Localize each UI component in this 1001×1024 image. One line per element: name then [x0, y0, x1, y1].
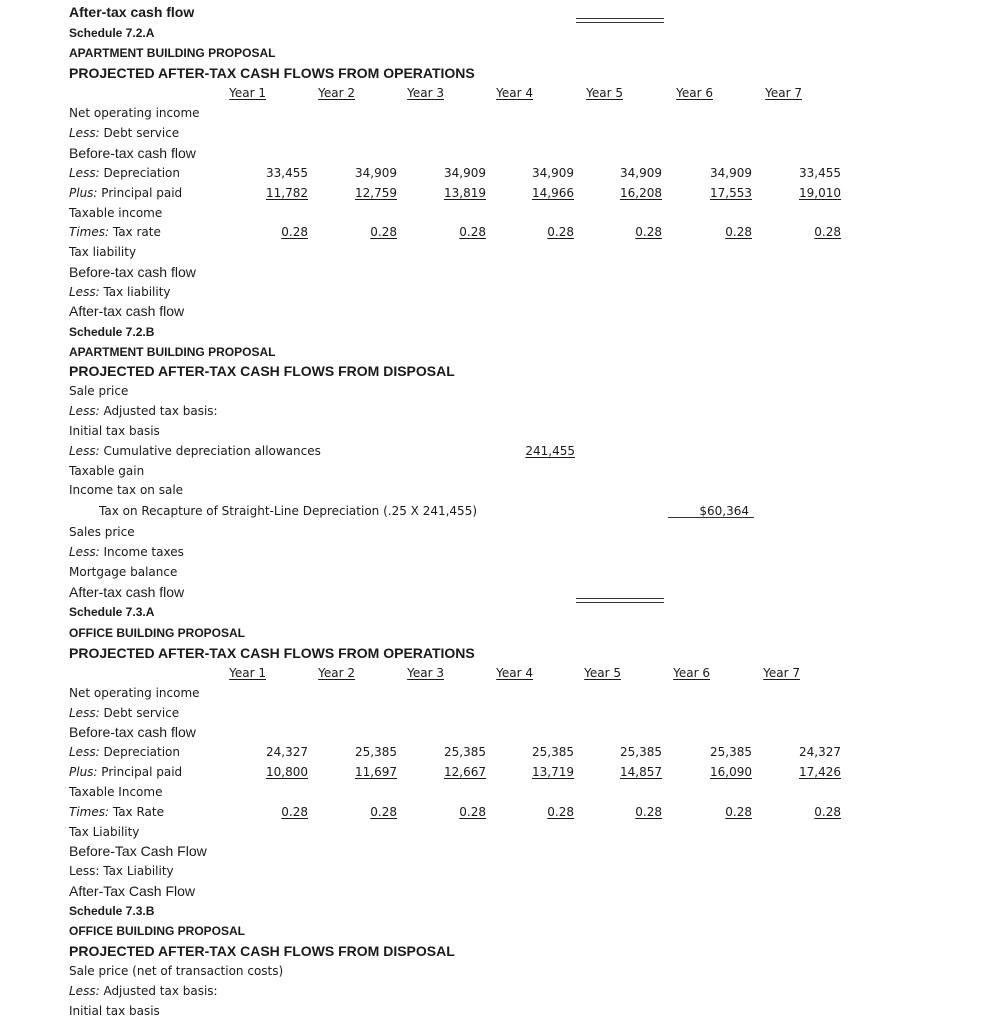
schedule-number: Schedule 7.3.A — [69, 605, 155, 619]
tax-rate-value: 0.28 — [635, 225, 662, 239]
depreciation-value: 33,455 — [799, 166, 841, 180]
proposal-name: APARTMENT BUILDING PROPOSAL — [69, 345, 276, 359]
row-label: Before-Tax Cash Flow — [69, 843, 207, 859]
row-label: Tax Liability — [69, 825, 140, 839]
row-label: Less: Cumulative depreciation allowances — [69, 444, 321, 458]
row-label: Taxable Income — [69, 785, 163, 799]
tax-rate-value: 0.28 — [370, 225, 397, 239]
row-label: Sales price — [69, 525, 135, 539]
depreciation-value: 34,909 — [532, 166, 574, 180]
schedule-number: Schedule 7.2.B — [69, 325, 155, 339]
row-label: Less: Tax liability — [69, 285, 171, 299]
row-label: Plus: Principal paid — [69, 765, 183, 779]
year-column-header: Year 2 — [318, 666, 355, 680]
principal-value: 13,819 — [444, 186, 486, 200]
cumulative-depreciation-value: 241,455 — [525, 444, 575, 458]
principal-value: 17,553 — [710, 186, 752, 200]
row-label: After-tax cash flow — [69, 584, 185, 600]
schedule-title: PROJECTED AFTER-TAX CASH FLOWS FROM OPERATIONS — [69, 645, 475, 661]
row-label: Initial tax basis — [69, 1004, 160, 1018]
principal-value: 14,966 — [532, 186, 574, 200]
tax-rate-value: 0.28 — [281, 225, 308, 239]
year-column-header: Year 1 — [229, 86, 266, 100]
schedule-number: Schedule 7.3.B — [69, 904, 155, 918]
row-label: Before-tax cash flow — [69, 724, 196, 740]
tax-rate-value: 0.28 — [635, 805, 662, 819]
row-label: Less: Depreciation — [69, 745, 181, 759]
year-column-header: Year 7 — [765, 86, 802, 100]
double-underline — [576, 598, 664, 603]
proposal-name: OFFICE BUILDING PROPOSAL — [69, 924, 246, 938]
row-label: Plus: Principal paid — [69, 186, 183, 200]
schedule-title: PROJECTED AFTER-TAX CASH FLOWS FROM OPERATIONS — [69, 65, 475, 81]
depreciation-value: 34,909 — [620, 166, 662, 180]
section-label: After-tax cash flow — [69, 4, 195, 20]
principal-value: 14,857 — [620, 765, 662, 779]
principal-value: 16,090 — [710, 765, 752, 779]
row-label: Less: Tax Liability — [69, 864, 174, 878]
tax-rate-value: 0.28 — [547, 225, 574, 239]
depreciation-value: 25,385 — [355, 745, 397, 759]
row-label: Before-tax cash flow — [69, 145, 196, 161]
underline — [668, 517, 754, 518]
row-label: Less: Adjusted tax basis: — [69, 404, 218, 418]
proposal-name: OFFICE BUILDING PROPOSAL — [69, 626, 246, 640]
recapture-value: $60,364 — [699, 504, 749, 518]
depreciation-value: 34,909 — [355, 166, 397, 180]
row-label: Less: Debt service — [69, 706, 180, 720]
principal-value: 10,800 — [266, 765, 308, 779]
row-label: Income tax on sale — [69, 483, 184, 497]
row-label: Net operating income — [69, 106, 200, 120]
principal-value: 19,010 — [799, 186, 841, 200]
recapture-label: Tax on Recapture of Straight-Line Depreciation (.25 X 241,455) — [99, 504, 478, 518]
year-column-header: Year 3 — [407, 86, 444, 100]
year-column-header: Year 6 — [676, 86, 713, 100]
depreciation-value: 24,327 — [799, 745, 841, 759]
principal-value: 11,697 — [355, 765, 397, 779]
tax-rate-value: 0.28 — [725, 805, 752, 819]
depreciation-value: 24,327 — [266, 745, 308, 759]
row-label: Mortgage balance — [69, 565, 178, 579]
row-label: Sale price (net of transaction costs) — [69, 964, 284, 978]
principal-value: 13,719 — [532, 765, 574, 779]
schedule-number: Schedule 7.2.A — [69, 26, 155, 40]
year-column-header: Year 4 — [496, 666, 533, 680]
depreciation-value: 25,385 — [444, 745, 486, 759]
tax-rate-value: 0.28 — [547, 805, 574, 819]
depreciation-value: 34,909 — [444, 166, 486, 180]
row-label: Less: Adjusted tax basis: — [69, 984, 218, 998]
principal-value: 12,667 — [444, 765, 486, 779]
row-label: Initial tax basis — [69, 424, 160, 438]
tax-rate-value: 0.28 — [725, 225, 752, 239]
principal-value: 17,426 — [799, 765, 841, 779]
tax-rate-value: 0.28 — [814, 805, 841, 819]
depreciation-value: 34,909 — [710, 166, 752, 180]
row-label: Times: Tax rate — [69, 225, 161, 239]
principal-value: 11,782 — [266, 186, 308, 200]
row-label: After-tax cash flow — [69, 303, 185, 319]
row-label: Less: Income taxes — [69, 545, 184, 559]
tax-rate-value: 0.28 — [281, 805, 308, 819]
year-column-header: Year 2 — [318, 86, 355, 100]
depreciation-value: 25,385 — [710, 745, 752, 759]
double-underline — [576, 18, 664, 23]
year-column-header: Year 6 — [673, 666, 710, 680]
depreciation-value: 33,455 — [266, 166, 308, 180]
depreciation-value: 25,385 — [532, 745, 574, 759]
row-label: Less: Debt service — [69, 126, 180, 140]
year-column-header: Year 3 — [407, 666, 444, 680]
tax-rate-value: 0.28 — [814, 225, 841, 239]
row-label: Taxable income — [69, 206, 163, 220]
row-label: Net operating income — [69, 686, 200, 700]
row-label: Taxable gain — [69, 464, 145, 478]
year-column-header: Year 5 — [586, 86, 623, 100]
row-label: Before-tax cash flow — [69, 264, 196, 280]
row-label: Less: Depreciation — [69, 166, 181, 180]
row-label: After-Tax Cash Flow — [69, 883, 196, 899]
principal-value: 16,208 — [620, 186, 662, 200]
schedule-title: PROJECTED AFTER-TAX CASH FLOWS FROM DISPOSAL — [69, 943, 455, 959]
year-column-header: Year 1 — [229, 666, 266, 680]
proposal-name: APARTMENT BUILDING PROPOSAL — [69, 46, 276, 60]
tax-rate-value: 0.28 — [459, 805, 486, 819]
principal-value: 12,759 — [355, 186, 397, 200]
depreciation-value: 25,385 — [620, 745, 662, 759]
year-column-header: Year 4 — [496, 86, 533, 100]
row-label: Sale price — [69, 384, 129, 398]
year-column-header: Year 7 — [763, 666, 800, 680]
year-column-header: Year 5 — [584, 666, 621, 680]
tax-rate-value: 0.28 — [459, 225, 486, 239]
tax-rate-value: 0.28 — [370, 805, 397, 819]
schedule-title: PROJECTED AFTER-TAX CASH FLOWS FROM DISPOSAL — [69, 363, 455, 379]
row-label: Tax liability — [69, 245, 137, 259]
row-label: Times: Tax Rate — [69, 805, 164, 819]
